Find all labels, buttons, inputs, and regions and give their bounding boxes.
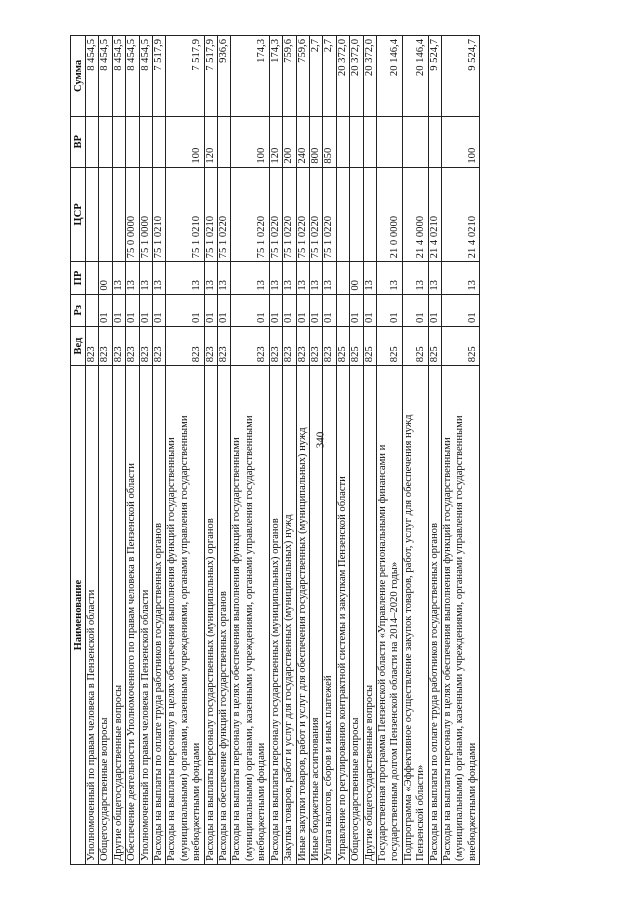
cell-csr: 75 1 0220 [218, 167, 231, 262]
cell-csr: 75 1 0220 [323, 167, 336, 262]
cell-sum: 20 146,4 [402, 36, 428, 117]
cell-csr: 21 4 0000 [402, 167, 428, 262]
cell-ved: 823 [204, 326, 217, 365]
cell-ved: 825 [350, 326, 363, 365]
cell-ved: 823 [309, 326, 322, 365]
cell-pr: 13 [153, 262, 166, 294]
cell-pr [86, 262, 99, 294]
cell-sum: 174,3 [231, 36, 269, 117]
cell-csr: 75 1 0210 [166, 167, 204, 262]
cell-vr [402, 116, 428, 167]
table-row [309, 36, 322, 865]
table-row [402, 36, 428, 865]
cell-ved: 823 [139, 326, 152, 365]
cell-csr: 21 0 0000 [376, 167, 402, 262]
cell-pr: 13 [139, 262, 152, 294]
cell-name: Иные закупки товаров, работ и услуг для обеспечения государственных (муниципальных) нужд [296, 366, 309, 865]
cell-pr: 13 [363, 262, 376, 294]
cell-rz: 01 [428, 294, 441, 326]
cell-name: Расходы на выплаты персоналу государственных (муниципальных) органов [204, 366, 217, 865]
cell-csr [336, 167, 349, 262]
cell-ved: 823 [218, 326, 231, 365]
table-row [126, 36, 139, 865]
cell-rz: 01 [402, 294, 428, 326]
cell-name: Обеспечение деятельности Уполномоченного по правам человека в Пензенской области [126, 366, 139, 865]
cell-vr [112, 116, 125, 167]
cell-ved: 825 [336, 326, 349, 365]
cell-vr [218, 116, 231, 167]
cell-csr: 75 1 0220 [296, 167, 309, 262]
cell-vr: 240 [296, 116, 309, 167]
table-row [350, 36, 363, 865]
cell-pr: 13 [126, 262, 139, 294]
cell-ved: 823 [269, 326, 282, 365]
cell-rz: 01 [139, 294, 152, 326]
cell-pr: 13 [441, 262, 479, 294]
cell-ved: 823 [166, 326, 204, 365]
cell-csr [363, 167, 376, 262]
cell-ved: 823 [86, 326, 99, 365]
cell-name: Расходы на выплаты персоналу в целях обеспечения выполнения функций государственными (муниципальными) органами, казенными учреждениями, органами управления государственными внебюджетными фондами [166, 366, 204, 865]
cell-name: Уплата налогов, сборов и иных платежей [323, 366, 336, 865]
budget-table-container [70, 35, 574, 865]
header-rz: Рз [71, 294, 86, 326]
cell-sum: 8 454,5 [112, 36, 125, 117]
budget-table [70, 35, 480, 865]
table-row [139, 36, 152, 865]
table-row [269, 36, 282, 865]
table-row [296, 36, 309, 865]
cell-csr [350, 167, 363, 262]
cell-sum: 20 372,0 [336, 36, 349, 117]
table-row [99, 36, 112, 865]
cell-pr: 13 [112, 262, 125, 294]
cell-vr [126, 116, 139, 167]
table-row [428, 36, 441, 865]
cell-vr [139, 116, 152, 167]
cell-sum: 8 454,5 [126, 36, 139, 117]
table-row [86, 36, 99, 865]
cell-name: Расходы на выплаты по оплате труда работников государственных органов [428, 366, 441, 865]
cell-csr: 75 1 0220 [283, 167, 296, 262]
cell-name: Уполномоченный по правам человека в Пензенской области [139, 366, 152, 865]
cell-csr: 75 1 0220 [309, 167, 322, 262]
cell-pr: 13 [166, 262, 204, 294]
cell-ved: 825 [376, 326, 402, 365]
cell-rz: 01 [309, 294, 322, 326]
cell-vr: 120 [269, 116, 282, 167]
header-ved: Вед [71, 326, 86, 365]
cell-vr: 200 [283, 116, 296, 167]
cell-sum: 20 372,0 [363, 36, 376, 117]
cell-sum: 2,7 [323, 36, 336, 117]
cell-ved: 823 [296, 326, 309, 365]
page-number-text: 340 [314, 431, 326, 449]
header-csr: ЦСР [71, 167, 86, 262]
cell-sum: 7 517,9 [153, 36, 166, 117]
cell-sum: 20 372,0 [350, 36, 363, 117]
cell-vr [153, 116, 166, 167]
cell-sum: 9 524,7 [441, 36, 479, 117]
cell-rz: 01 [376, 294, 402, 326]
cell-rz: 01 [218, 294, 231, 326]
cell-name: Управление по регулированию контрактной системы и закупкам Пензенской области [336, 366, 349, 865]
cell-csr: 21 4 0210 [428, 167, 441, 262]
cell-ved: 825 [428, 326, 441, 365]
cell-rz: 01 [153, 294, 166, 326]
cell-name: Иные бюджетные ассигнования [309, 366, 322, 865]
cell-vr: 100 [441, 116, 479, 167]
cell-ved: 823 [231, 326, 269, 365]
cell-vr: 120 [204, 116, 217, 167]
cell-rz: 01 [283, 294, 296, 326]
cell-pr: 13 [269, 262, 282, 294]
cell-sum: 7 517,9 [204, 36, 217, 117]
cell-vr [363, 116, 376, 167]
cell-ved: 825 [363, 326, 376, 365]
cell-pr: 13 [309, 262, 322, 294]
cell-vr [336, 116, 349, 167]
cell-sum: 9 524,7 [428, 36, 441, 117]
cell-vr: 850 [323, 116, 336, 167]
table-row [112, 36, 125, 865]
table-row [323, 36, 336, 865]
cell-ved: 823 [126, 326, 139, 365]
cell-vr [86, 116, 99, 167]
cell-vr: 100 [166, 116, 204, 167]
cell-csr: 75 1 0220 [269, 167, 282, 262]
cell-name: Расходы на выплаты персоналу в целях обеспечения выполнения функций государственными (муниципальными) органами, казенными учреждениями, органами управления государственными внебюджетными фондами [231, 366, 269, 865]
cell-pr: 13 [376, 262, 402, 294]
cell-pr: 00 [350, 262, 363, 294]
cell-pr: 13 [402, 262, 428, 294]
table-row [231, 36, 269, 865]
cell-sum: 8 454,5 [99, 36, 112, 117]
cell-pr: 13 [428, 262, 441, 294]
cell-ved: 823 [283, 326, 296, 365]
cell-rz: 01 [166, 294, 204, 326]
cell-name: Расходы на выплаты персоналу государственных (муниципальных) органов [269, 366, 282, 865]
cell-csr: 21 4 0210 [441, 167, 479, 262]
cell-ved: 823 [99, 326, 112, 365]
cell-csr [86, 167, 99, 262]
table-row [376, 36, 402, 865]
cell-name: Государственная программа Пензенской области «Управление региональными финансами и государственным долгом Пензенской области на 2014–2020 годы» [376, 366, 402, 865]
cell-rz: 01 [112, 294, 125, 326]
cell-sum: 8 454,5 [86, 36, 99, 117]
cell-sum: 759,6 [296, 36, 309, 117]
cell-ved: 823 [153, 326, 166, 365]
cell-name: Общегосударственные вопросы [99, 366, 112, 865]
cell-csr: 75 1 0220 [231, 167, 269, 262]
cell-sum: 2,7 [309, 36, 322, 117]
cell-ved: 825 [402, 326, 428, 365]
cell-name: Другие общегосударственные вопросы [363, 366, 376, 865]
cell-rz [336, 294, 349, 326]
cell-name: Расходы на выплаты персоналу в целях обеспечения выполнения функций государственными (муниципальными) органами, казенными учреждениями, органами управления государственными внебюджетными фондами [441, 366, 479, 865]
cell-rz: 01 [269, 294, 282, 326]
cell-csr: 75 1 0000 [139, 167, 152, 262]
header-pr: ПР [71, 262, 86, 294]
cell-rz [86, 294, 99, 326]
cell-vr [350, 116, 363, 167]
cell-csr [99, 167, 112, 262]
table-row [166, 36, 204, 865]
cell-pr: 13 [283, 262, 296, 294]
cell-name: Уполномоченный по правам человека в Пензенской области [86, 366, 99, 865]
cell-rz: 01 [296, 294, 309, 326]
header-vr: ВР [71, 116, 86, 167]
cell-csr: 75 1 0210 [204, 167, 217, 262]
cell-pr: 13 [218, 262, 231, 294]
cell-pr: 13 [296, 262, 309, 294]
cell-rz: 01 [323, 294, 336, 326]
cell-vr [376, 116, 402, 167]
cell-vr [428, 116, 441, 167]
cell-pr: 13 [323, 262, 336, 294]
table-header-row [71, 36, 86, 865]
cell-pr: 00 [99, 262, 112, 294]
cell-rz: 01 [204, 294, 217, 326]
cell-sum: 20 146,4 [376, 36, 402, 117]
cell-sum: 759,6 [283, 36, 296, 117]
cell-name: Подпрограмма «Эффективное осуществление закупок товаров, работ, услуг для обеспечения нужд Пензенской области» [402, 366, 428, 865]
table-row [441, 36, 479, 865]
table-row [153, 36, 166, 865]
cell-name: Общегосударственные вопросы [350, 366, 363, 865]
cell-csr: 75 0 0000 [126, 167, 139, 262]
cell-sum: 174,3 [269, 36, 282, 117]
cell-rz: 01 [363, 294, 376, 326]
header-sum: Сумма [71, 36, 86, 117]
cell-rz: 01 [99, 294, 112, 326]
cell-pr: 13 [231, 262, 269, 294]
cell-sum: 7 517,9 [166, 36, 204, 117]
cell-sum: 936,6 [218, 36, 231, 117]
cell-rz: 01 [126, 294, 139, 326]
cell-rz: 01 [441, 294, 479, 326]
cell-sum: 8 454,5 [139, 36, 152, 117]
table-row [204, 36, 217, 865]
cell-vr [99, 116, 112, 167]
table-row [283, 36, 296, 865]
cell-ved: 823 [112, 326, 125, 365]
header-name: Наименование [71, 366, 86, 865]
cell-name: Другие общегосударственные вопросы [112, 366, 125, 865]
cell-pr: 13 [204, 262, 217, 294]
cell-vr: 100 [231, 116, 269, 167]
cell-rz: 01 [231, 294, 269, 326]
cell-csr [112, 167, 125, 262]
cell-pr [336, 262, 349, 294]
cell-vr: 800 [309, 116, 322, 167]
cell-csr: 75 1 0210 [153, 167, 166, 262]
cell-ved: 825 [441, 326, 479, 365]
cell-name: Закупка товаров, работ и услуг для государственных (муниципальных) нужд [283, 366, 296, 865]
cell-name: Расходы на обеспечение функций государственных органов [218, 366, 231, 865]
cell-rz: 01 [350, 294, 363, 326]
cell-name: Расходы на выплаты по оплате труда работников государственных органов [153, 366, 166, 865]
table-row [336, 36, 349, 865]
table-row [363, 36, 376, 865]
table-row [218, 36, 231, 865]
cell-ved: 823 [323, 326, 336, 365]
